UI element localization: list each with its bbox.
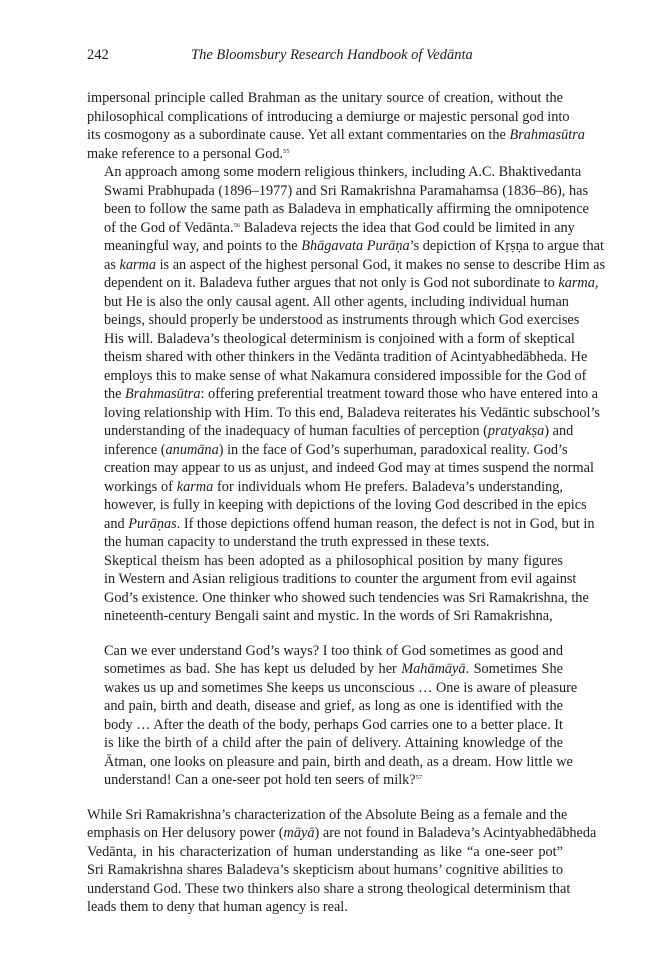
text-line: creation may appear to us as unjust, and indeed God may at times suspend the normal — [104, 460, 594, 476]
text-line: inference (anumāna) in the face of God’s superhuman, paradoxical reality. God’s — [104, 441, 568, 458]
text-line: employs this to make sense of what Nakamura considered impossible for the God of — [104, 367, 587, 384]
page-body — [87, 89, 606, 917]
text-line: While Sri Ramakrishna’s characterization of the Absolute Being as a female and the — [87, 806, 568, 823]
paragraph-skeptical-theism — [87, 552, 589, 626]
text-line: of the God of Vedānta.$^{56}$ Baladeva rejects the idea that God could be limited in any — [104, 219, 575, 236]
ramakrishna-quotation — [104, 642, 578, 790]
page-number: 242 — [87, 47, 109, 63]
text-line: sometimes as bad. She has kept us deluded by her Mahāmāyā. Sometimes She — [104, 661, 563, 677]
text-line: understand! Can a one-seer pot hold ten seers of milk?$^{57}$ — [104, 772, 423, 788]
text-line: His will. Baladeva’s theological determinism is conjoined with a form of skeptical — [104, 330, 575, 347]
text-line: meaningful way, and points to the Bhāgavata Purāṇa’s depiction of Kṛṣṇa to argue that — [104, 238, 604, 254]
text-line: loving relationship with Him. To this end, Baladeva reiterates his Vedāntic subschool’s — [104, 404, 600, 421]
text-line: philosophical complications of introducing a demiurge or majestic personal god into — [87, 108, 570, 125]
text-line: the human capacity to understand the truth expressed in these texts. — [104, 534, 490, 550]
text-line: Swami Prabhupada (1896–1977) and Sri Ramakrishna Paramahamsa (1836–86), has — [104, 182, 589, 199]
text-line: understand God. These two thinkers also share a strong theological determinism that — [87, 880, 571, 897]
text-line: body … After the death of the body, perhaps God carries one to a better place. It — [104, 716, 563, 733]
text-line: nineteenth-century Bengali saint and mystic. In the words of Sri Ramakrishna, — [104, 608, 553, 624]
text-line: impersonal principle called Brahman as the unitary source of creation, without the — [87, 90, 563, 106]
text-line: but He is also the only causal agent. All other agents, including individual human — [104, 293, 569, 310]
text-line: in Western and Asian religious traditions to counter the argument from evil against — [104, 571, 577, 587]
paragraph-modern-thinkers — [87, 163, 606, 552]
text-line: emphasis on Her delusory power (māyā) are not found in Baladeva’s Acintyabhedābheda — [87, 825, 597, 841]
text-line: and pain, birth and death, disease and grief, as long as one is identified with the — [104, 698, 563, 714]
text-line: wakes us up and sometimes She keeps us unconscious … One is aware of pleasure — [104, 679, 578, 696]
text-line: Sri Ramakrishna shares Baladeva’s skepticism about humans’ cognitive abilities to — [87, 862, 563, 878]
text-line: Skeptical theism has been adopted as a philosophical position by many figures — [104, 552, 563, 569]
paragraph-conclusion — [87, 806, 597, 917]
text-line: leads them to deny that human agency is real. — [87, 899, 348, 915]
text-line: understanding of the inadequacy of human faculties of perception (pratyakṣa) and — [104, 423, 574, 439]
text-line: its cosmogony as a subordinate cause. Yet all extant commentaries on the Brahmasūtra — [87, 127, 585, 143]
text-line: make reference to a personal God.$^{55}$ — [87, 145, 290, 162]
text-line: is like the birth of a child after the pain of delivery. Attaining knowledge of the — [104, 735, 563, 751]
text-line: workings of karma for individuals whom He prefers. Baladeva’s understanding, — [104, 478, 563, 495]
text-line: the Brahmasūtra: offering preferential treatment toward those who have entered into a — [104, 386, 599, 402]
text-line: beings, should properly be understood as instruments through which God exercises — [104, 312, 580, 328]
text-line: Can we ever understand God’s ways? I too think of God sometimes as good and — [104, 642, 563, 659]
text-line: as karma is an aspect of the highest personal God, it makes no sense to describe Him as — [104, 256, 606, 273]
text-line: and Purāṇas. If those depictions offend human reason, the defect is not in God, but in — [104, 515, 595, 532]
text-line: theism shared with other thinkers in the Vedānta tradition of Acintyabhedābheda. He — [104, 349, 588, 365]
text-line: been to follow the same path as Baladeva in emphatically affirming the omnipotence — [104, 201, 589, 217]
text-line: Ātman, one looks on pleasure and pain, birth and death, as a dream. How little we — [104, 753, 573, 770]
running-title: The Bloomsbury Research Handbook of Vedānta — [191, 47, 473, 63]
text-line: God’s existence. One thinker who showed such tendencies was Sri Ramakrishna, the — [104, 589, 589, 606]
paragraph-intro-continuation — [87, 89, 585, 163]
text-line: Vedānta, in his characterization of human understanding as like “a one-seer pot” — [87, 843, 563, 860]
running-header — [87, 46, 563, 64]
text-line: An approach among some modern religious thinkers, including A.C. Bhaktivedanta — [104, 164, 582, 180]
text-line: however, is fully in keeping with depictions of the loving God described in the epics — [104, 497, 587, 513]
text-line: dependent on it. Baladeva futher argues that not only is God not subordinate to karma, — [104, 275, 599, 291]
